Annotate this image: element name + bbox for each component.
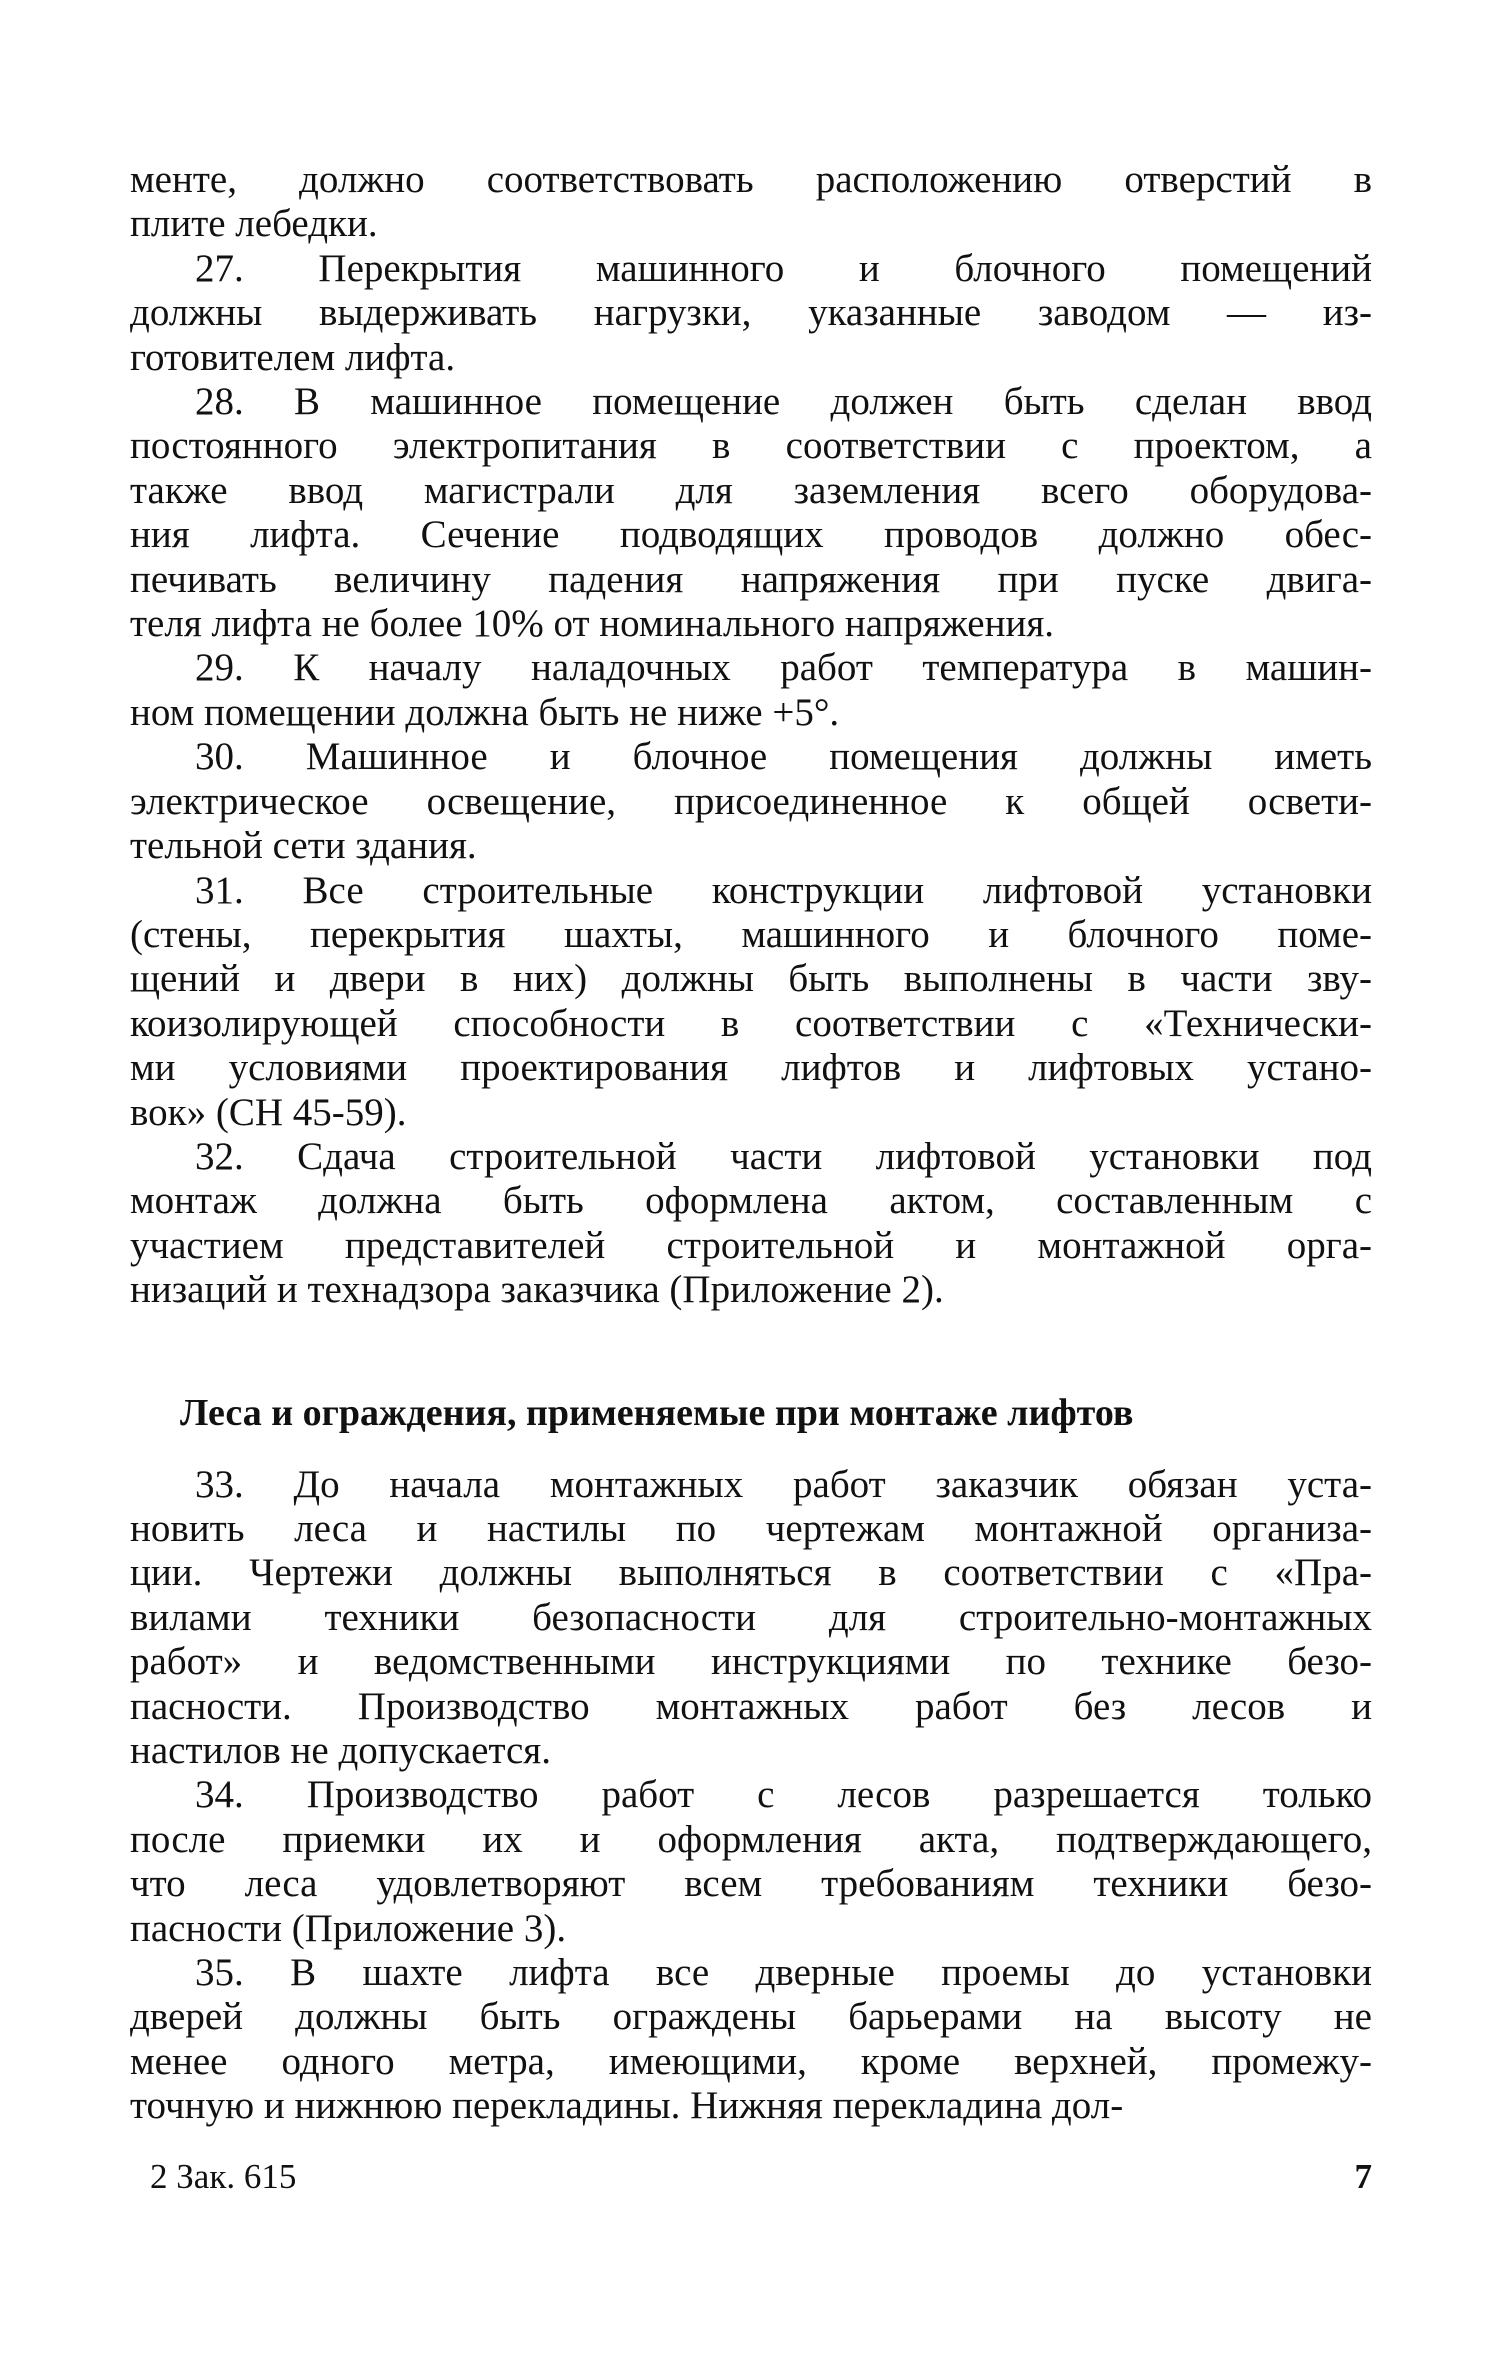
text-line: после приемки их и оформления акта, подтверждающего, bbox=[130, 1817, 1372, 1861]
text-line: готовителем лифта. bbox=[130, 335, 456, 379]
text-line: что леса удовлетворяют всем требованиям техники безо- bbox=[130, 1862, 1372, 1906]
paragraph-p35 bbox=[130, 1951, 1372, 2129]
text-line: ния лифта. Сечение подводящих проводов должно обес- bbox=[130, 513, 1372, 557]
section-heading: Леса и ограждения, применяемые при монтаже лифтов bbox=[180, 1391, 1134, 1434]
paragraph-p33 bbox=[130, 1463, 1372, 1774]
text-line: постоянного электропитания в соответствии с проектом, а bbox=[130, 424, 1372, 468]
text-line: (стены, перекрытия шахты, машинного и блочного поме- bbox=[130, 912, 1372, 956]
text-line: менее одного метра, имеющими, кроме верхней, промежу- bbox=[130, 2039, 1372, 2083]
text-line: 35. В шахте лифта все дверные проемы до установки bbox=[195, 1951, 1372, 1995]
text-line: настилов не допускается. bbox=[130, 1729, 551, 1772]
text-line: участием представителей строительной и монтажной орга- bbox=[130, 1223, 1372, 1267]
text-line: точную и нижнюю перекладины. Нижняя перекладина дол- bbox=[130, 2084, 1124, 2128]
text-line: низаций и технадзора заказчика (Приложение 2). bbox=[130, 1268, 944, 1312]
paragraph-p28 bbox=[130, 380, 1372, 646]
text-line: 34. Производство работ с лесов разрешается только bbox=[195, 1773, 1372, 1817]
paragraph-p30 bbox=[130, 735, 1372, 868]
text-line: электрическое освещение, присоединенное к общей освети- bbox=[130, 779, 1372, 823]
paragraph-p32 bbox=[130, 1135, 1372, 1313]
text-line: 32. Сдача строительной части лифтовой установки под bbox=[195, 1134, 1372, 1178]
text-line: ции. Чертежи должны выполняться в соответствии с «Пра- bbox=[130, 1551, 1372, 1595]
text-line: щений и двери в них) должны быть выполнены в части зву- bbox=[130, 957, 1372, 1001]
text-section-scaffolding bbox=[130, 1463, 1372, 2129]
text-line: должны выдерживать нагрузки, указанные заводом — из- bbox=[130, 291, 1372, 335]
text-line: пасности. Производство монтажных работ без лесов и bbox=[130, 1684, 1372, 1728]
page-body bbox=[130, 158, 1372, 2129]
text-line: новить леса и настилы по чертежам монтажной организа- bbox=[130, 1506, 1372, 1550]
text-line: 28. В машинное помещение должен быть сделан ввод bbox=[195, 380, 1372, 424]
text-line: также ввод магистрали для заземления всего оборудова- bbox=[130, 468, 1372, 512]
text-line: 27. Перекрытия машинного и блочного помещений bbox=[195, 246, 1372, 290]
text-line: печивать величину падения напряжения при пуске двига- bbox=[130, 557, 1372, 601]
text-line: тельной сети здания. bbox=[130, 824, 477, 868]
text-line: теля лифта не более 10% от номинального напряжения. bbox=[130, 602, 1055, 646]
paragraph-p31 bbox=[130, 869, 1372, 1135]
paragraph-p34 bbox=[130, 1773, 1372, 1951]
text-line: работ» и ведомственными инструкциями по технике безо- bbox=[130, 1640, 1372, 1684]
text-line: ми условиями проектирования лифтов и лифтовых устано- bbox=[130, 1046, 1372, 1090]
paragraph-p29 bbox=[130, 646, 1372, 735]
text-line: дверей должны быть ограждены барьерами на высоту не bbox=[130, 1995, 1372, 2039]
page-number: 7 bbox=[1354, 2157, 1372, 2196]
text-line: коизолирующей способности в соответствии с «Технически- bbox=[130, 1001, 1372, 1045]
text-line: ном помещении должна быть не ниже +5°. bbox=[130, 690, 840, 734]
text-line: плите лебедки. bbox=[130, 202, 378, 246]
text-line: вок» (СН 45-59). bbox=[130, 1090, 407, 1134]
text-line: 30. Машинное и блочное помещения должны иметь bbox=[195, 735, 1372, 779]
text-line: 29. К началу наладочных работ температура в машин- bbox=[195, 646, 1372, 690]
text-section-machine-rooms bbox=[130, 158, 1372, 1313]
text-line: 33. До начала монтажных работ заказчик обязан уста- bbox=[195, 1462, 1372, 1506]
text-line: менте, должно соответствовать расположению отверстий в bbox=[130, 158, 1372, 201]
text-line: пасности (Приложение 3). bbox=[130, 1906, 567, 1950]
paragraph-p26-end bbox=[130, 158, 1372, 247]
text-line: монтаж должна быть оформлена актом, составленным с bbox=[130, 1179, 1372, 1223]
text-line: вилами техники безопасности для строительно-монтажных bbox=[130, 1595, 1372, 1639]
order-mark: 2 Зак. 615 bbox=[150, 2157, 297, 2196]
paragraph-p27 bbox=[130, 247, 1372, 380]
text-line: 31. Все строительные конструкции лифтовой установки bbox=[195, 868, 1372, 912]
